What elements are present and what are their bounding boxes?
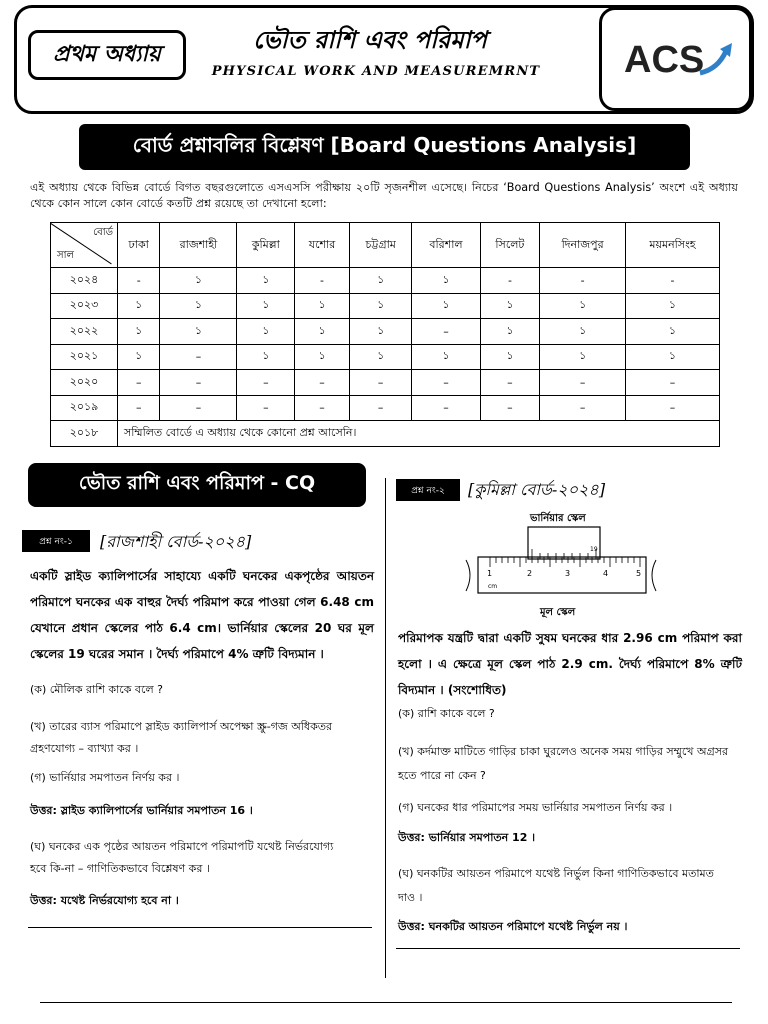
question-1-ga: (গ) ভার্নিয়ার সমপাতন নির্ণয় কর ।: [30, 771, 180, 784]
question-2-board: [কুমিল্লা বোর্ড-২০২৪]: [468, 480, 606, 499]
scale-number: 4: [603, 569, 609, 578]
question-2-gha-answer: উত্তর: ঘনকটির আয়তন পরিমাপে যথেষ্ট নির্ভুল নয় ।: [398, 920, 628, 933]
year-cell: ২০২১: [51, 344, 118, 370]
count-cell: ১: [118, 319, 160, 345]
count-cell: –: [349, 395, 412, 421]
corner-board-label: বোর্ড: [93, 227, 113, 238]
count-cell: ১: [480, 344, 540, 370]
count-cell: ১: [480, 293, 540, 319]
board-analysis-table: [50, 222, 720, 447]
count-cell: -: [295, 268, 350, 294]
count-cell: ১: [295, 293, 350, 319]
year-cell: ২০১৮: [51, 421, 118, 447]
year-cell: ২০২২: [51, 319, 118, 345]
count-cell: ১: [118, 344, 160, 370]
count-cell: –: [237, 395, 295, 421]
question-2-kha: (খ) কর্দমাক্ত মাটিতে গাড়ির চাকা ঘুরলেও অনেক সময় গাড়ির সম্মুখে অগ্রসর হতে পারে না কেন ?: [398, 745, 729, 782]
board-header: ময়মনসিংহ: [625, 223, 719, 268]
count-cell: ১: [237, 268, 295, 294]
count-cell: –: [625, 370, 719, 396]
table-row: [51, 421, 720, 447]
question-1-ka: (ক) মৌলিক রাশি কাকে বলে ?: [30, 683, 163, 696]
question-1-gha: (ঘ) ঘনকের এক পৃষ্ঠের আয়তন পরিমাপে পরিমাপটি যথেষ্ট নির্ভরযোগ্য হবে কি-না – গাণিতিকভাবে বিশ্লেষণ কর ।: [30, 840, 334, 875]
acs-logo-icon: [616, 29, 736, 89]
count-cell: ১: [295, 319, 350, 345]
count-cell: ১: [160, 293, 237, 319]
count-cell: ১: [480, 319, 540, 345]
cq-section-banner: ভৌত রাশি এবং পরিমাপ - CQ: [28, 463, 366, 507]
logo-text: ACS: [623, 39, 704, 81]
count-cell: ১: [412, 344, 480, 370]
question-1-end-rule: [28, 927, 372, 928]
count-cell: -: [540, 268, 626, 294]
count-cell: ১: [540, 319, 626, 345]
scale-number: 5: [636, 569, 642, 578]
count-cell: –: [160, 370, 237, 396]
count-cell: ১: [412, 293, 480, 319]
count-cell: –: [118, 395, 160, 421]
question-2-stem: পরিমাপক যন্ত্রটি দ্বারা একটি সুষম ঘনকের ধার 2.96 cm পরিমাপ করা হলো । এ ক্ষেত্রে মূল স্কেল পাঠ 2.9 cm. দৈর্ঘ্য পরিমাপে 8% ত্রুটি বিদ্যমান । (সংশোধিত): [398, 631, 742, 697]
count-cell: ১: [295, 344, 350, 370]
count-cell: –: [237, 370, 295, 396]
count-cell: ১: [540, 344, 626, 370]
count-cell: –: [412, 370, 480, 396]
count-cell: –: [480, 370, 540, 396]
table-row: [51, 395, 720, 421]
count-cell: –: [295, 395, 350, 421]
count-cell: -: [480, 268, 540, 294]
count-cell: –: [412, 319, 480, 345]
count-cell: ১: [237, 344, 295, 370]
year-cell: ২০২০: [51, 370, 118, 396]
question-1-stem: একটি স্লাইড ক্যালিপার্সের সাহায্যে একটি ঘনকের একপৃষ্ঠের আয়তন পরিমাপে ঘনকের এক বাহুর দৈর্ঘ্য পরিমাপ করে পাওয়া গেল 6.48 cm যেখানে প্রধান স্কেলের পাঠ 6.4 cm। ভার্নিয়ার স্কেলের 20 ঘর মূল স্কেলের 19 ঘরের সমান । দৈর্ঘ্য পরিমাপে 4% ত্রুটি বিদ্যমান ।: [30, 569, 374, 661]
count-cell: -: [118, 268, 160, 294]
main-scale-label: মূল স্কেল: [540, 607, 576, 618]
count-cell: –: [625, 395, 719, 421]
count-cell: ১: [237, 293, 295, 319]
count-cell: ১: [625, 344, 719, 370]
vernier-mark-19: 19: [590, 546, 598, 553]
count-cell: ১: [237, 319, 295, 345]
board-header: ঢাকা: [118, 223, 160, 268]
logo: [599, 7, 752, 111]
intro-text: এই অধ্যায় থেকে বিভিন্ন বোর্ডে বিগত বছরগুলোতে এসএসসি পরীক্ষায় ২০টি সৃজনশীল এসেছে। নিচের ‘Board Questions Analysis’ অংশে এই অধ্যায় থেকে কোন সালে কোন বোর্ডে কতটি প্রশ্ন রয়েছে তা দেখানো হলো:: [30, 181, 738, 210]
count-cell: -: [625, 268, 719, 294]
count-cell: ১: [349, 344, 412, 370]
count-cell: ১: [118, 293, 160, 319]
table-corner-cell: [51, 223, 118, 268]
count-cell: ১: [540, 293, 626, 319]
year-cell: ২০২৩: [51, 293, 118, 319]
scale-number: 1: [487, 569, 493, 578]
table-row: [51, 268, 720, 294]
count-cell: –: [412, 395, 480, 421]
count-cell: –: [480, 395, 540, 421]
count-cell: ১: [625, 319, 719, 345]
question-2-gha: (ঘ) ঘনকটির আয়তন পরিমাপে যথেষ্ট নির্ভুল কিনা গাণিতিকভাবে মতামত দাও ।: [398, 867, 714, 904]
year-cell: ২০১৯: [51, 395, 118, 421]
count-cell: –: [295, 370, 350, 396]
question-1-ga-answer: উত্তর: স্লাইড ক্যালিপার্সের ভার্নিয়ার সমপাতন 16 ।: [30, 804, 253, 817]
question-1-kha: (খ) তারের ব্যাস পরিমাপে স্লাইড ক্যালিপার্স অপেক্ষা স্ক্রু-গজ অধিকতর গ্রহণযোগ্য – ব্যাখ্যা কর ।: [30, 720, 333, 755]
board-header: সিলেট: [480, 223, 540, 268]
chapter-title-en: PHYSICAL WORK AND MEASUREMRNT: [211, 64, 541, 79]
table-row: [51, 344, 720, 370]
count-cell: –: [160, 395, 237, 421]
column-divider: [385, 478, 386, 978]
table-row: [51, 293, 720, 319]
count-cell: –: [349, 370, 412, 396]
count-cell: ১: [349, 293, 412, 319]
board-header: রাজশাহী: [160, 223, 237, 268]
scale-number: 2: [527, 569, 533, 578]
question-2-ga-answer: উত্তর: ভার্নিয়ার সমপাতন 12 ।: [398, 831, 536, 844]
scale-number: 3: [565, 569, 571, 578]
count-cell: –: [118, 370, 160, 396]
merged-note-cell: সম্মিলিত বোর্ডে এ অধ্যায় থেকে কোনো প্রশ্ন আসেনি।: [118, 421, 720, 447]
count-cell: –: [540, 370, 626, 396]
count-cell: ১: [625, 293, 719, 319]
board-header: যশোর: [295, 223, 350, 268]
table-header-row: [51, 223, 720, 268]
board-header: কুমিল্লা: [237, 223, 295, 268]
board-header: দিনাজপুর: [540, 223, 626, 268]
corner-year-label: সাল: [57, 250, 74, 261]
count-cell: ১: [160, 319, 237, 345]
board-header: বরিশাল: [412, 223, 480, 268]
board-analysis-banner: বোর্ড প্রশ্নাবলির বিশ্লেষণ [Board Questions Analysis]: [79, 124, 690, 170]
question-2-tag: প্রশ্ন নং-২: [396, 479, 460, 501]
count-cell: –: [160, 344, 237, 370]
scale-unit: cm: [488, 583, 498, 590]
table-row: [51, 319, 720, 345]
question-1-tag: প্রশ্ন নং-১: [22, 530, 90, 552]
question-2-ka: (ক) রাশি কাকে বলে ?: [398, 707, 495, 720]
question-2-end-rule: [396, 948, 740, 949]
board-header: চট্টগ্রাম: [349, 223, 412, 268]
count-cell: ১: [349, 319, 412, 345]
table-row: [51, 370, 720, 396]
vernier-scale-label: ভার্নিয়ার স্কেল: [530, 513, 586, 524]
chapter-label: প্রথম অধ্যায়: [28, 30, 186, 80]
count-cell: ১: [349, 268, 412, 294]
chapter-title-bn: ভৌত রাশি এবং পরিমাপ: [253, 25, 487, 54]
question-2-ga: (গ) ঘনকের ধার পরিমাপের সময় ভার্নিয়ার সমপাতন নির্ণয় কর ।: [398, 801, 673, 814]
question-1-gha-answer: উত্তর: যথেষ্ট নির্ভরযোগ্য হবে না ।: [30, 894, 179, 907]
count-cell: –: [540, 395, 626, 421]
count-cell: ১: [412, 268, 480, 294]
year-cell: ২০২৪: [51, 268, 118, 294]
question-1-board: [রাজশাহী বোর্ড-২০২৪]: [100, 532, 252, 551]
vernier-figure: [460, 505, 660, 620]
count-cell: ১: [160, 268, 237, 294]
page-bottom-rule: [40, 1002, 732, 1003]
